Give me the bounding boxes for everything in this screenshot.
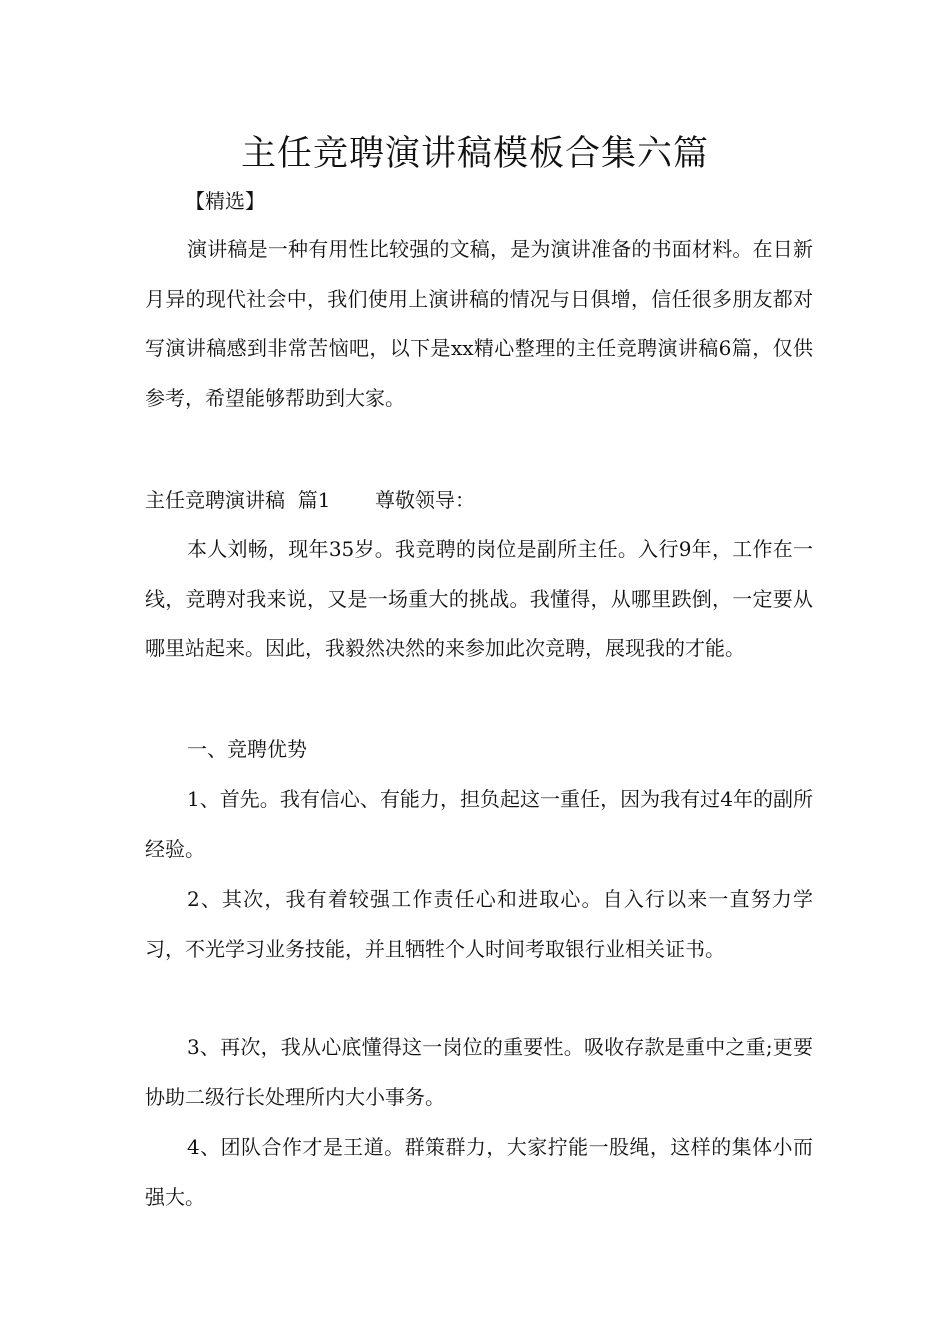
intro-paragraph: 演讲稿是一种有用性比较强的文稿，是为演讲准备的书面材料。在日新月异的现代社会中，我们使用上演讲稿的情况与日俱增，信任很多朋友都对写演讲稿感到非常苦恼吧，以下是xx精心整理的主任竞聘演讲稿6篇，仅供参考，希望能够帮助到大家。: [145, 237, 813, 410]
document-title: 主任竞聘演讲稿模板合集六篇: [240, 134, 709, 174]
advantage-item-2: 2、其次，我有着较强工作责任心和进取心。自入行以来一直努力学习，不光学习业务技能，并且牺牲个人时间考取银行业相关证书。: [145, 887, 813, 961]
advantage-item-4: 4、团队合作才是王道。群策群力，大家拧能一股绳，这样的集体小而强大。: [145, 1135, 813, 1209]
advantage-item-1: 1、首先。我有信心、有能力，担负起这一重任，因为我有过4年的副所经验。: [145, 787, 813, 861]
speech-paragraph-1: 本人刘畅，现年35岁。我竞聘的岗位是副所主任。入行9年，工作在一线，竞聘对我来说，又是一场重大的挑战。我懂得，从哪里跌倒，一定要从哪里站起来。因此，我毅然决然的来参加此次竞聘，展现我的才能。: [145, 537, 813, 661]
subheading-advantages: 一、竞聘优势: [187, 737, 307, 761]
advantage-item-3: 3、再次，我从心底懂得这一岗位的重要性。吸收存款是重中之重;更要协助二级行长处理所内大小事务。: [145, 1035, 813, 1109]
selected-tag: 【精选】: [185, 189, 265, 213]
section-heading: 主任竞聘演讲稿 篇1 尊敬领导：: [145, 488, 475, 512]
